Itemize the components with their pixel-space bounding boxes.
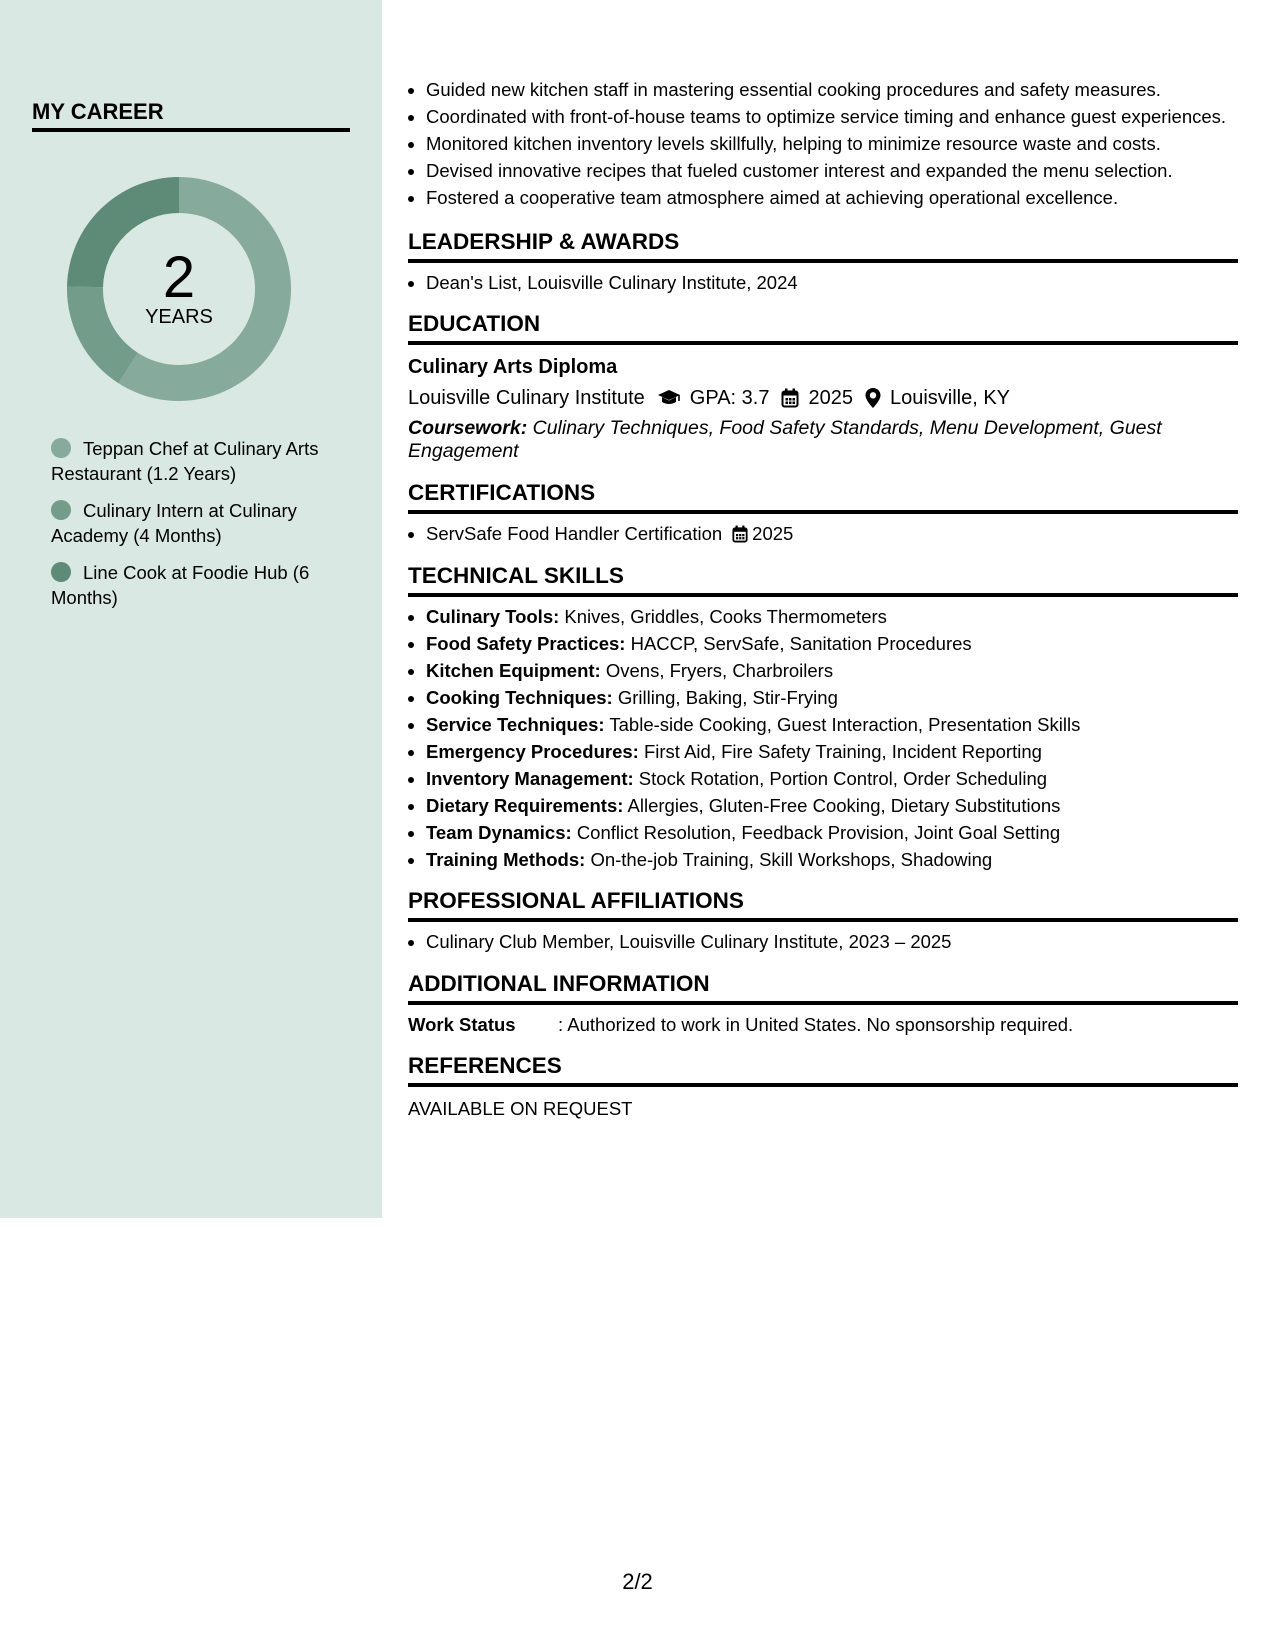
affiliation-item: • Culinary Club Member, Louisville Culinary Institute, 2023 – 2025 (426, 930, 1238, 955)
skill-value: Conflict Resolution, Feedback Provision, Joint Goal Setting (576, 821, 1061, 843)
skill-label: Culinary Tools: (426, 605, 560, 627)
skill-value: Grilling, Baking, Stir-Frying (617, 686, 838, 708)
skill-value: Allergies, Gluten-Free Cooking, Dietary Substitutions (627, 794, 1061, 816)
skill-label: Food Safety Practices: (426, 632, 626, 654)
skill-item (426, 686, 1238, 711)
certification-item (426, 522, 1238, 547)
references-heading: REFERENCES (408, 1052, 1238, 1087)
career-legend-item (51, 436, 341, 486)
skill-item (426, 740, 1238, 765)
leadership-list (408, 271, 1238, 296)
coursework-label: Coursework: (408, 417, 528, 439)
education-location: Louisville, KY (889, 387, 1011, 409)
calendar-icon (781, 388, 799, 408)
affiliations-heading: PROFESSIONAL AFFILIATIONS (408, 887, 1238, 922)
skill-label: Emergency Procedures: (426, 740, 639, 762)
calendar-icon (732, 525, 748, 543)
career-legend (51, 436, 341, 622)
skill-item (426, 713, 1238, 738)
education-school: Louisville Culinary Institute (408, 387, 645, 409)
education-coursework (408, 417, 1238, 463)
skill-item (426, 659, 1238, 684)
career-legend-item (51, 560, 341, 610)
career-heading: MY CAREER (32, 98, 350, 132)
skill-label: Dietary Requirements: (426, 794, 624, 816)
skill-label: Service Techniques: (426, 713, 605, 735)
career-legend-label: Culinary Intern at Culinary Academy (4 Months) (51, 500, 297, 546)
additional-info-heading: ADDITIONAL INFORMATION (408, 970, 1238, 1005)
skill-value: Knives, Griddles, Cooks Thermometers (564, 605, 887, 627)
skill-item (426, 767, 1238, 792)
affiliations-list (408, 930, 1238, 955)
skill-label: Training Methods: (426, 848, 586, 870)
skills-heading: TECHNICAL SKILLS (408, 562, 1238, 597)
experience-bullet: • Devised innovative recipes that fueled customer interest and expanded the menu selection. (426, 159, 1238, 184)
career-legend-label: Line Cook at Foodie Hub (6 Months) (51, 562, 310, 608)
location-pin-icon (865, 388, 881, 408)
page-number: 2/2 (622, 1569, 653, 1594)
work-status-label: Work Status (408, 1013, 516, 1035)
legend-dot (51, 562, 71, 582)
experience-bullets (408, 78, 1238, 211)
skill-label: Kitchen Equipment: (426, 659, 601, 681)
coursework-list: Culinary Techniques, Food Safety Standards, Menu Development, Guest Engagement (408, 417, 1162, 462)
work-status-row (408, 1013, 1238, 1037)
career-legend-item (51, 498, 341, 548)
graduation-cap-icon (657, 389, 681, 407)
certifications-heading: CERTIFICATIONS (408, 479, 1238, 514)
skill-item (426, 605, 1238, 630)
skill-value: Stock Rotation, Portion Control, Order Scheduling (638, 767, 1048, 789)
legend-dot (51, 500, 71, 520)
certifications-list (408, 522, 1238, 547)
total-years-value: 2 (162, 245, 196, 310)
skill-item (426, 632, 1238, 657)
skill-value: Table-side Cooking, Guest Interaction, Presentation Skills (609, 713, 1081, 735)
education-meta (408, 384, 1238, 412)
skill-value: Ovens, Fryers, Charbroilers (605, 659, 834, 681)
donut-slice (67, 286, 138, 383)
experience-bullet: • Fostered a cooperative team atmosphere aimed at achieving operational excellence. (426, 186, 1238, 211)
skill-value: HACCP, ServSafe, Sanitation Procedures (630, 632, 972, 654)
skills-list (408, 605, 1238, 873)
main-content (408, 78, 1238, 1121)
experience-bullet: • Coordinated with front-of-house teams to optimize service timing and enhance guest experiences. (426, 105, 1238, 130)
experience-bullet: • Monitored kitchen inventory levels skillfully, helping to minimize resource waste and costs. (426, 132, 1238, 157)
leadership-heading: LEADERSHIP & AWARDS (408, 228, 1238, 263)
education-degree: Culinary Arts Diploma (408, 356, 618, 378)
career-legend-label: Teppan Chef at Culinary Arts Restaurant (1.2 Years) (51, 438, 319, 484)
skill-label: Team Dynamics: (426, 821, 572, 843)
skill-item (426, 821, 1238, 846)
experience-bullet: • Guided new kitchen staff in mastering essential cooking procedures and safety measures. (426, 78, 1238, 103)
total-years-unit: YEARS (145, 306, 213, 328)
references-text: AVAILABLE ON REQUEST (408, 1097, 633, 1119)
education-heading: EDUCATION (408, 310, 1238, 345)
legend-dot (51, 438, 71, 458)
skill-label: Cooking Techniques: (426, 686, 613, 708)
skill-item (426, 794, 1238, 819)
skill-label: Inventory Management: (426, 767, 634, 789)
certification-year: 2025 (752, 523, 794, 544)
skill-value: On-the-job Training, Skill Workshops, Shadowing (590, 848, 993, 870)
career-donut-chart (67, 177, 291, 401)
certification-name: ServSafe Food Handler Certification (426, 523, 723, 544)
education-gpa: GPA: 3.7 (689, 387, 770, 409)
work-status-value: : Authorized to work in United States. No sponsorship required. (558, 1013, 1074, 1035)
education-year: 2025 (808, 387, 853, 409)
leadership-item: • Dean's List, Louisville Culinary Institute, 2024 (426, 271, 1238, 296)
skill-value: First Aid, Fire Safety Training, Incident Reporting (643, 740, 1042, 762)
sidebar (0, 0, 382, 1218)
skill-item (426, 848, 1238, 873)
